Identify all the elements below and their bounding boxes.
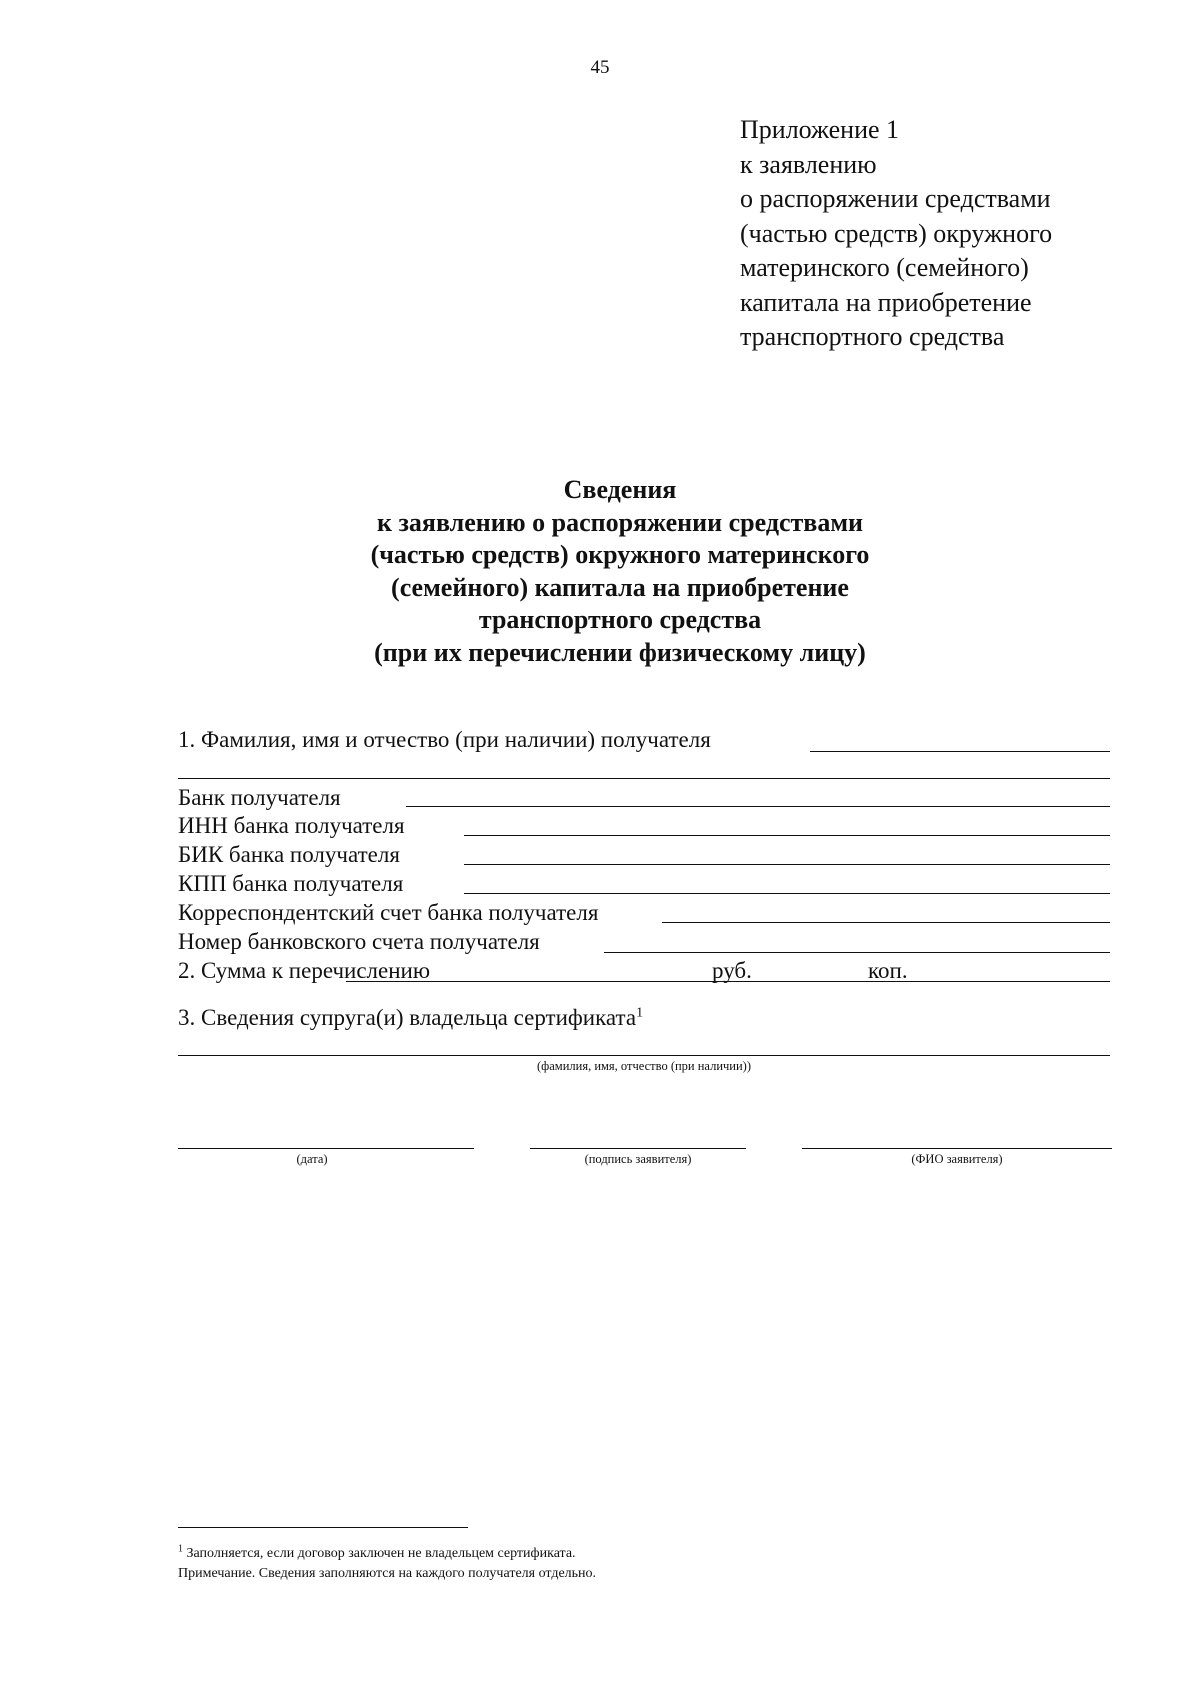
appendix-line: к заявлению bbox=[740, 149, 877, 179]
kpp-label: КПП банка получателя bbox=[178, 871, 404, 896]
appendix-line: (частью средств) окружного bbox=[740, 218, 1053, 248]
page-number: 45 bbox=[590, 57, 610, 78]
date-caption: (дата) bbox=[296, 1152, 328, 1166]
applicant-name-field[interactable] bbox=[802, 1148, 1112, 1149]
corr-account-field[interactable] bbox=[662, 922, 1110, 923]
document-title bbox=[200, 474, 1040, 669]
bank-label: Банк получателя bbox=[178, 785, 341, 810]
title-line: (частью средств) окружного материнского bbox=[370, 540, 870, 569]
appendix-line: материнского (семейного) bbox=[740, 253, 1029, 282]
bik-field[interactable] bbox=[464, 864, 1110, 865]
title-line: Сведения bbox=[563, 475, 677, 504]
footnote-1: $^1$ Заполняется, если договор заключен не владельцем сертификата. bbox=[178, 1543, 576, 1561]
appendix-line: транспортного средства bbox=[740, 322, 1005, 351]
appendix-line: о распоряжении средствами bbox=[740, 184, 1051, 213]
kpp-field[interactable] bbox=[464, 893, 1110, 894]
bik-label: БИК банка получателя bbox=[178, 842, 400, 867]
signature-caption: (подпись заявителя) bbox=[584, 1152, 692, 1166]
applicant-name-caption: (ФИО заявителя) bbox=[911, 1152, 1003, 1166]
signature-field[interactable] bbox=[530, 1148, 746, 1149]
date-field[interactable] bbox=[178, 1148, 474, 1149]
footnote-ref: 1 bbox=[636, 1005, 644, 1021]
kop-label: коп. bbox=[868, 958, 908, 983]
inn-label: ИНН банка получателя bbox=[178, 813, 405, 838]
account-field[interactable] bbox=[604, 952, 1110, 953]
note: Примечание. Сведения заполняются на каждого получателя отдельно. bbox=[178, 1566, 597, 1581]
footnote-mark: 1 bbox=[178, 1543, 183, 1555]
bank-field[interactable] bbox=[406, 806, 1110, 807]
appendix-line: капитала на приобретение bbox=[740, 287, 1032, 317]
title-line: (семейного) капитала на приобретение bbox=[391, 572, 849, 602]
title-line: транспортного средства bbox=[478, 605, 762, 634]
amount-label: 2. Сумма к перечислению bbox=[178, 958, 431, 983]
spouse-label: 3. Сведения супруга(и) владельца сертификата$^1$ bbox=[178, 1005, 644, 1030]
title-line: (при их перечислении физическому лицу) bbox=[374, 637, 866, 667]
corr-account-label: Корреспондентский счет банка получателя bbox=[178, 900, 599, 925]
rub-label: руб. bbox=[712, 958, 752, 983]
spouse-name-field[interactable] bbox=[178, 1055, 1110, 1056]
recipient-name-label: 1. Фамилия, имя и отчество (при наличии) получателя bbox=[178, 727, 711, 752]
title-line: к заявлению о распоряжении средствами bbox=[376, 507, 864, 537]
account-label: Номер банковского счета получателя bbox=[178, 929, 540, 954]
spouse-name-caption: (фамилия, имя, отчество (при наличии)) bbox=[536, 1059, 751, 1073]
recipient-name-field-continued[interactable] bbox=[178, 778, 1110, 779]
footnote-divider bbox=[178, 1527, 468, 1528]
inn-field[interactable] bbox=[464, 835, 1110, 836]
recipient-name-field[interactable] bbox=[810, 751, 1110, 752]
appendix-line: Приложение 1 bbox=[740, 115, 900, 144]
appendix-heading bbox=[740, 113, 1052, 355]
